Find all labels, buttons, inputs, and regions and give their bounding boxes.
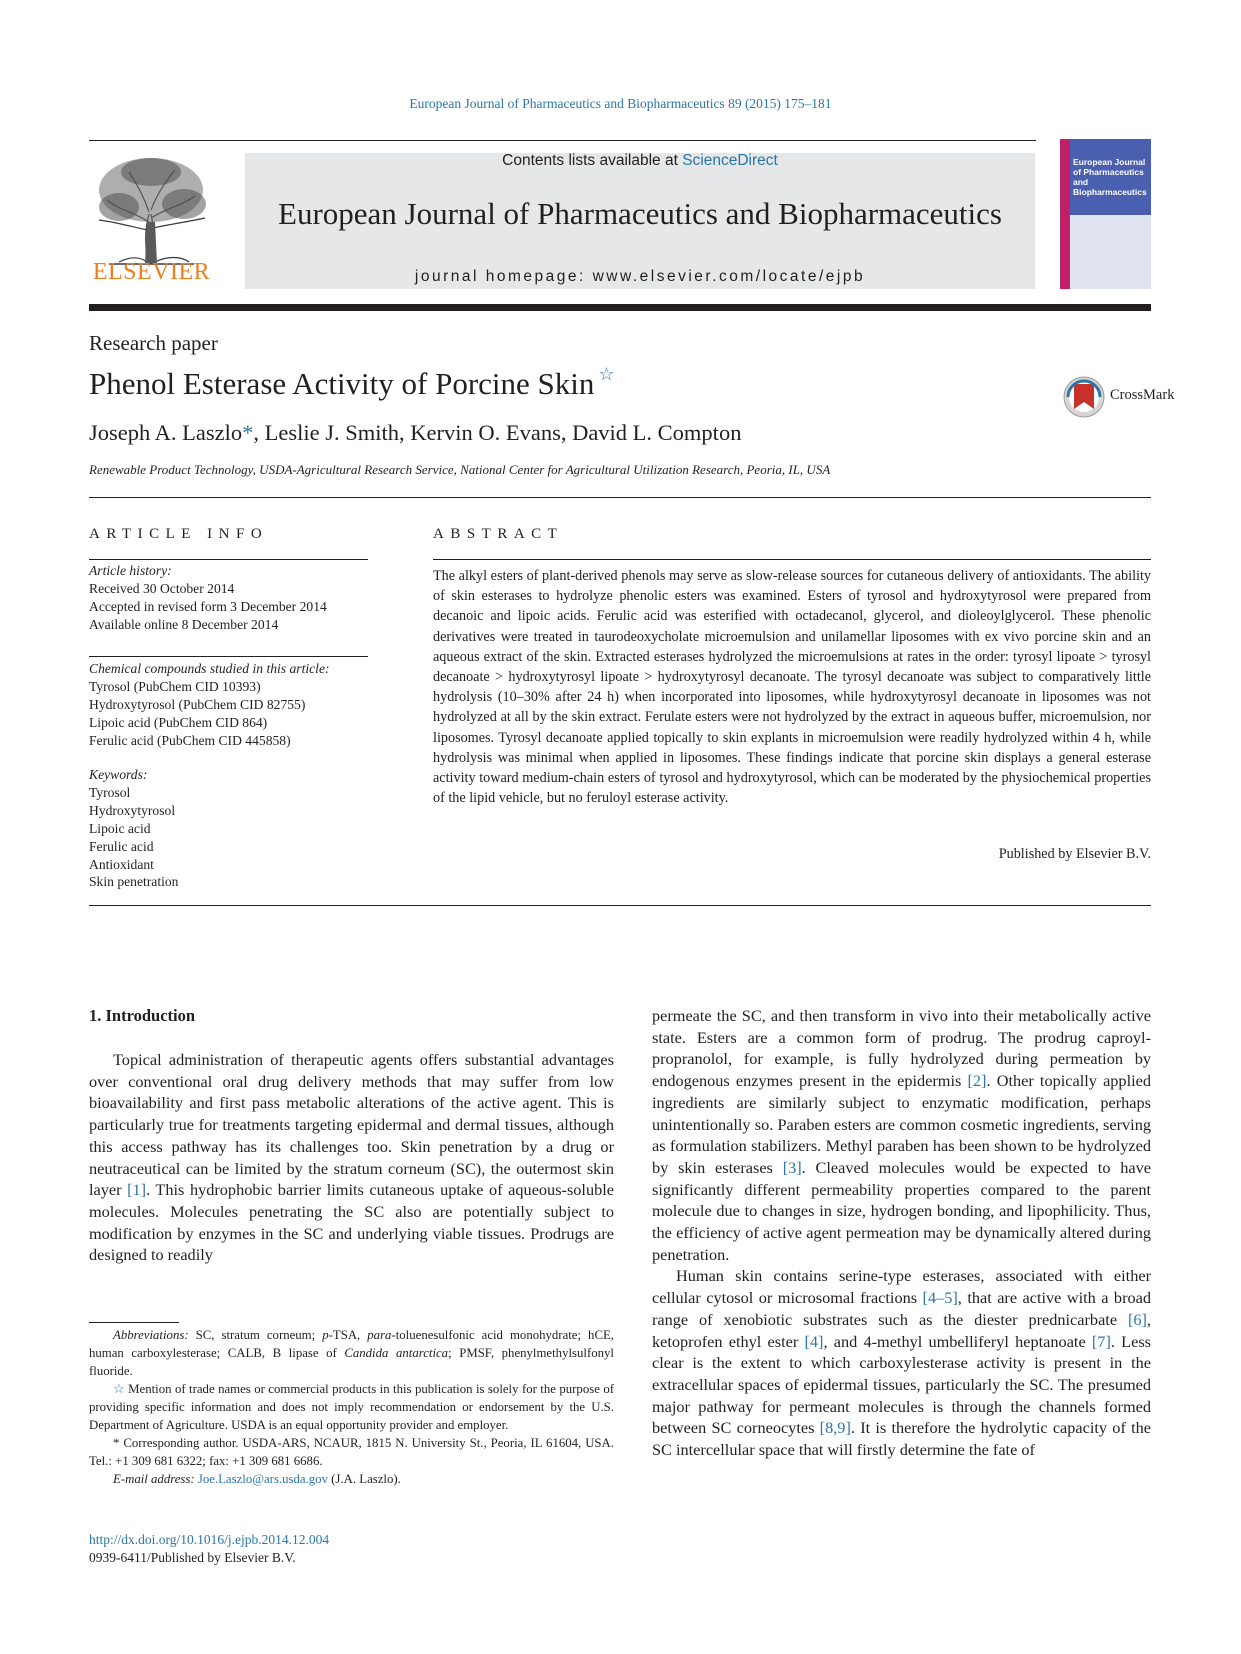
cover-strip: [1060, 139, 1070, 289]
text-run: -TSA,: [328, 1328, 368, 1342]
article-title: [89, 366, 615, 402]
citation-link[interactable]: [2]: [967, 1071, 987, 1091]
email-link[interactable]: Joe.Laszlo@ars.usda.gov: [197, 1472, 328, 1486]
text-run: . Cleaved molecules would be expected to have significantly different permeability properties compared to the parent molecule due to changes in size, hydrogen bonding, and lipophilicity. Thus, the efficiency of active agent permeation may be dynamically altered during penetration.: [652, 1157, 1152, 1264]
footnote-abbreviations: [89, 1326, 614, 1380]
text-run: permeate the SC, and then transform in vivo into their metabolically active state. Esters are a common form of prodrug. The prodrug caproyl-propranolol, for example, is fully hydrolyzed during permeation by endogenous enzymes present in the epidermis: [652, 1006, 1151, 1091]
text-run: p: [322, 1328, 329, 1342]
article-history: [89, 562, 379, 634]
citation-link[interactable]: [8,9]: [819, 1418, 851, 1438]
text-run: , and 4-methyl umbelliferyl heptanoate: [823, 1331, 1092, 1351]
header-thick-rule: [89, 304, 1151, 311]
history-item: Accepted in revised form 3 December 2014: [89, 598, 327, 614]
keyword-item: Lipoic acid: [89, 820, 151, 836]
text-run: (J.A. Laszlo).: [327, 1472, 401, 1486]
abstract-heading: ABSTRACT: [433, 526, 564, 542]
keywords-label: Keywords:: [89, 767, 148, 782]
contents-line: [245, 152, 1035, 170]
elsevier-wordmark: ELSEVIER: [92, 259, 211, 285]
text-run: , ketoprofen ethyl ester: [652, 1309, 1151, 1351]
compound-item: Tyrosol (PubChem CID 10393): [89, 678, 261, 694]
journal-title: European Journal of Pharmaceutics and Biopharmaceutics: [278, 196, 1002, 231]
citation-link[interactable]: [4–5]: [922, 1288, 958, 1308]
doi-link[interactable]: http://dx.doi.org/10.1016/j.ejpb.2014.12.004: [89, 1532, 330, 1547]
published-by: Published by Elsevier B.V.: [998, 846, 1151, 862]
title-footnote-mark[interactable]: ☆: [598, 364, 615, 384]
citation-link[interactable]: [1]: [127, 1180, 147, 1200]
keyword-item: Ferulic acid: [89, 838, 154, 854]
journal-reference[interactable]: European Journal of Pharmaceutics and Biopharmaceutics 89 (2015) 175–181: [409, 96, 832, 111]
paragraph: [89, 1049, 614, 1266]
text-run: Human skin contains serine-type esterases, associated with either cellular cytosol or microsomal fractions: [652, 1266, 1151, 1308]
abstract-text: The alkyl esters of plant-derived phenols may serve as slow-release sources for cutaneous delivery of antioxidants. The ability of skin esterases to hydrolyze phenolic esters was examined. Esters of tyrosol and hydroxytyrosol were prepared from decanoic and lipoic acids. Ferulic acid was esterified with octadecanol, glycerol, and dioleoylglycerol. These phenolic derivatives were treated in taurodeoxycholate microemulsion and unilamellar liposomes with ex vivo porcine skin and an aqueous extract of the skin. Extracted esterases hydrolyzed the microemulsions at rates in the order: tyrosyl lipoate > tyrosyl decanoate > hydroxytyrosyl lipoate > hydroxytyrosyl decanoate. The tyrosyl decanoate was subject to comparatively little hydrolysis (10–30% after 24 h) when incorporated into liposomes, while hydroxytyrosyl decanoate in liposomes was not hydrolyzed at all by the skin extract. Ferulate esters were not hydrolyzed by the extract in aqueous buffer, microemulsion, nor liposomes. Tyrosyl decanoate applied topically to skin explants in microemulsion were readily hydrolyzed within 4 h, while hydrolysis was minimal when applied in liposomes. These findings indicate that porcine skin displays a general esterase activity toward medium-chain esters of tyrosol and hydroxytyrosol, which can be moderated by the physiochemical properties of the lipid vehicle, but no feruloyl esterase activity.: [433, 568, 1151, 807]
text-run: ; PMSF, phenylmethylsulfonyl fluoride.: [89, 1346, 614, 1378]
contents-prefix: Contents lists available at: [502, 152, 683, 169]
history-label: Article history:: [89, 563, 172, 578]
footnote-asterisk-mark: *: [113, 1436, 120, 1450]
footnotes: [89, 1326, 614, 1488]
affiliation: Renewable Product Technology, USDA-Agricultural Research Service, National Center for Agricultural Utilization Research, Peoria, IL, USA: [89, 462, 831, 477]
crossmark-label: CrossMark: [1110, 387, 1175, 403]
footnote-rule: [89, 1322, 179, 1323]
author-list: [89, 420, 741, 446]
journal-homepage[interactable]: journal homepage: www.elsevier.com/locate/ejpb: [414, 268, 866, 285]
footnote-star-mark: ☆: [113, 1382, 125, 1396]
keyword-item: Tyrosol: [89, 784, 131, 800]
authors-rest: , Leslie J. Smith, Kervin O. Evans, David L. Compton: [253, 420, 742, 445]
text-run: . It is therefore the hydrolytic capacity of the SC intercellular space that will firstly determine the fate of: [652, 1418, 1152, 1460]
citation-link[interactable]: [4]: [804, 1331, 824, 1351]
paragraph: [652, 1005, 1151, 1265]
text-run: SC, stratum corneum;: [188, 1328, 323, 1342]
issn-line: 0939-6411/Published by Elsevier B.V.: [89, 1550, 296, 1565]
elsevier-logo[interactable]: [89, 152, 214, 289]
doi-block: [89, 1531, 329, 1567]
sciencedirect-link[interactable]: ScienceDirect: [682, 152, 778, 169]
abbrev-label: Abbreviations:: [113, 1328, 189, 1342]
header-top-rule: [89, 140, 1036, 141]
history-item: Available online 8 December 2014: [89, 616, 279, 632]
cover-title: European Journal of Pharmaceutics and Biopharmaceutics: [1073, 157, 1147, 197]
article-info-rule: [89, 559, 368, 560]
article-info-heading: ARTICLE INFO: [89, 526, 269, 542]
abstract-rule: [433, 559, 1151, 560]
footnote-corresponding: [89, 1434, 614, 1470]
keyword-item: Skin penetration: [89, 874, 179, 890]
citation-link[interactable]: [6]: [1127, 1309, 1147, 1329]
article-title-text: Phenol Esterase Activity of Porcine Skin: [89, 366, 595, 401]
paragraph: [652, 1265, 1151, 1460]
text-run: . This hydrophobic barrier limits cutaneous uptake of aqueous-soluble molecules. Molecules penetrating the SC also are potentially subject to modification by enzymes in the SC and underlying viable tissues. Prodrugs are designed to readily: [89, 1180, 614, 1265]
section-heading-introduction: 1. Introduction: [89, 1006, 196, 1025]
text-run: . Other topically applied ingredients are similarly subject to enzymatic modification, perhaps unintentionally so. Paraben esters are common cosmetic ingredients, serving as formulation stabilizers. Methyl paraben has been shown to be hydrolyzed by skin esterases: [652, 1071, 1151, 1177]
crossmark-badge[interactable]: [1062, 375, 1175, 419]
history-item: Received 30 October 2014: [89, 580, 235, 596]
citation-link[interactable]: [3]: [782, 1157, 802, 1177]
rule-after-affiliation: [89, 497, 1151, 498]
article-type: Research paper: [89, 331, 218, 355]
corresponding-author-mark[interactable]: *: [242, 420, 254, 445]
journal-cover-thumbnail[interactable]: [1060, 139, 1151, 289]
text-run: Candida antarctica: [344, 1346, 449, 1360]
keyword-item: Hydroxytyrosol: [89, 802, 176, 818]
keyword-item: Antioxidant: [89, 856, 154, 872]
cover-lower: [1070, 215, 1151, 289]
text-run: Topical administration of therapeutic agents offers substantial advantages over conventional oral drug delivery methods that may suffer from low bioavailability and first pass metabolic alterations of the active agent. This is particularly true for treatments targeting epidermal and dermal tissues, although this access pathway has its challenges too. Skin penetration by a drug or neutraceutical can be limited by the stratum corneum (SC), the outermost skin layer: [89, 1050, 614, 1200]
email-label: E-mail address:: [113, 1472, 195, 1486]
keywords: [89, 766, 379, 891]
body-column-left: [89, 1049, 614, 1266]
footnote-disclaimer: [89, 1380, 614, 1434]
text-run: para: [367, 1328, 392, 1342]
text-run: Mention of trade names or commercial products in this publication is solely for the purpose of providing specific information and does not imply recommendation or endorsement by the U.S. Department of Agriculture. USDA is an equal opportunity provider and employer.: [89, 1382, 614, 1432]
body-column-right: [652, 1005, 1151, 1461]
compounds-label: Chemical compounds studied in this article:: [89, 661, 330, 676]
text-run: . Less clear is the extent to which carboxylesterase activity is present in the extracellular spaces of epidermal tissues, particularly the SC. The presumed major pathway for permeant molecules is through the channels formed between SC corneocytes: [652, 1331, 1152, 1438]
footnote-email: [89, 1470, 614, 1488]
text-run: , that are active with a broad range of xenobiotic substrates such as the diester prednicarbate: [652, 1288, 1152, 1329]
author-first[interactable]: Joseph A. Laszlo: [89, 420, 243, 445]
citation-link[interactable]: [7]: [1091, 1331, 1111, 1351]
text-run: Corresponding author. USDA-ARS, NCAUR, 1815 N. University St., Peoria, IL 61604, USA. Tel.: +1 309 681 6322; fax: +1 309 681 6686.: [89, 1436, 614, 1468]
chemical-compounds: [89, 660, 379, 750]
crossmark-icon: [1062, 375, 1106, 419]
text-run: -toluenesulfonic acid monohydrate; hCE, human carboxylesterase; CALB, B lipase of: [89, 1328, 615, 1360]
rule-after-abstract: [89, 905, 1151, 906]
compound-item: Lipoic acid (PubChem CID 864): [89, 714, 268, 730]
compound-item: Ferulic acid (PubChem CID 445858): [89, 732, 291, 748]
compounds-rule: [89, 656, 368, 657]
compound-item: Hydroxytyrosol (PubChem CID 82755): [89, 696, 306, 712]
